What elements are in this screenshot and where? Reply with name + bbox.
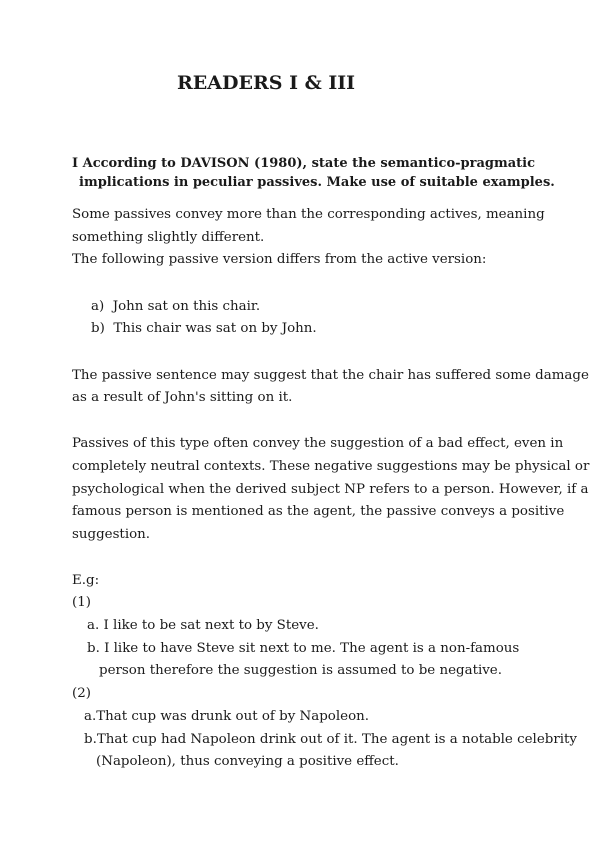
example-a bbox=[91, 296, 260, 319]
eg1-b: b. I like to have Steve sit next to me. The agent is a non-famous bbox=[87, 641, 520, 656]
effect-line-3: psychological when the derived subject NP refers to a person. However, if a bbox=[72, 482, 589, 497]
eg2-b: b.That cup had Napoleon drink out of it. The agent is a notable celebrity bbox=[84, 732, 577, 747]
eg1-label: (1) bbox=[72, 595, 91, 610]
example-a-marker: a) bbox=[91, 299, 105, 314]
effect-line-4: famous person is mentioned as the agent, the passive conveys a positive bbox=[72, 504, 565, 519]
damage-line-2: as a result of John's sitting on it. bbox=[72, 390, 293, 405]
eg-label: E.g: bbox=[72, 573, 100, 588]
example-b bbox=[91, 318, 317, 341]
effect-line-5: suggestion. bbox=[72, 527, 151, 542]
effect-line-2: completely neutral contexts. These negative suggestions may be physical or bbox=[72, 459, 590, 474]
eg1-a: a. I like to be sat next to by Steve. bbox=[87, 618, 319, 633]
document-title: READERS I & III bbox=[176, 72, 356, 94]
eg2-b-continued: (Napoleon), thus conveying a positive effect. bbox=[96, 754, 399, 769]
question-line-2: implications in peculiar passives. Make use of suitable examples. bbox=[79, 175, 555, 190]
eg2-a: a.That cup was drunk out of by Napoleon. bbox=[84, 709, 370, 724]
effect-line-1: Passives of this type often convey the suggestion of a bad effect, even in bbox=[72, 436, 564, 451]
eg1-b-continued: person therefore the suggestion is assumed to be negative. bbox=[99, 663, 502, 678]
eg2-label: (2) bbox=[72, 686, 91, 701]
example-a-text: John sat on this chair. bbox=[112, 299, 261, 314]
example-b-marker: b) bbox=[91, 321, 105, 336]
intro-line-2: something slightly different. bbox=[72, 230, 265, 245]
damage-line-1: The passive sentence may suggest that the chair has suffered some damage bbox=[72, 368, 589, 383]
example-b-text: This chair was sat on by John. bbox=[113, 321, 317, 336]
intro-line-3: The following passive version differs from the active version: bbox=[72, 252, 487, 267]
intro-line-1: Some passives convey more than the corresponding actives, meaning bbox=[72, 207, 545, 222]
question-line-1: I According to DAVISON (1980), state the semantico-pragmatic bbox=[72, 156, 536, 171]
